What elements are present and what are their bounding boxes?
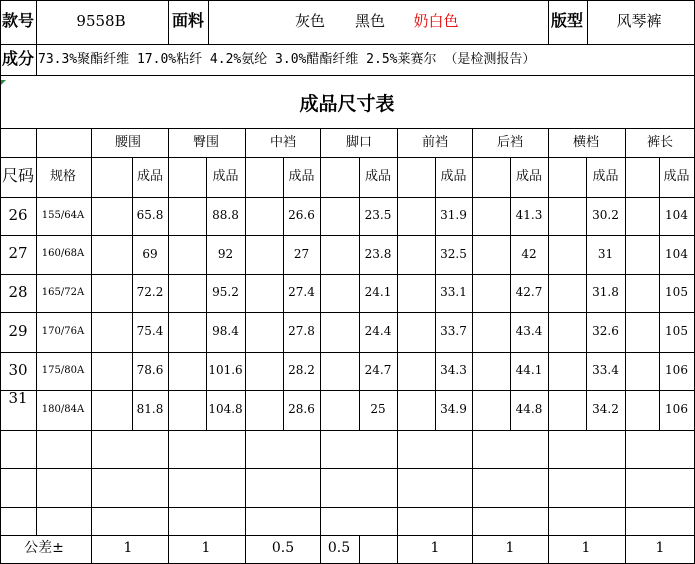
- grid-line-v: [359, 157, 360, 430]
- finished-label: 成品: [592, 168, 619, 184]
- value-cell: 72.2: [136, 285, 164, 300]
- grid-line-v: [245, 535, 246, 563]
- value-cell: 23.8: [364, 246, 392, 261]
- grid-line-v: [625, 535, 626, 563]
- value-cell: 27: [293, 246, 310, 261]
- tolerance-cell: 1: [655, 540, 665, 557]
- grid-line-v: [0, 0, 1, 563]
- finished-label: 成品: [440, 168, 467, 184]
- composition-text: 73.3%聚酯纤维 17.0%粘纤 4.2%氨纶 3.0%醋酯纤维 2.5%莱赛尔 （是检测报告）: [38, 51, 536, 67]
- grid-line-v: [359, 535, 360, 563]
- grid-line-v: [548, 535, 549, 563]
- value-cell: 81.8: [136, 402, 164, 417]
- value-cell: 26.6: [288, 208, 315, 223]
- value-cell: 44.1: [515, 363, 543, 378]
- value-cell: 44.8: [515, 402, 543, 417]
- measure-header: 前裆: [421, 134, 449, 150]
- value-cell: 95.2: [212, 285, 239, 300]
- grid-line-h: [0, 75, 695, 76]
- value-cell: 27.4: [288, 285, 315, 300]
- value-cell: 88.8: [212, 208, 239, 223]
- finished-label: 成品: [663, 168, 690, 184]
- value-cell: 104.8: [208, 402, 243, 417]
- value-cell: 24.7: [364, 363, 392, 378]
- grid-line-v: [510, 157, 511, 430]
- value-cell: 106: [665, 363, 688, 378]
- grid-line-v: [36, 0, 37, 44]
- grid-line-h: [0, 430, 695, 431]
- tolerance-cell: 1: [505, 540, 515, 557]
- value-cell: 34.9: [440, 402, 467, 417]
- grid-line-v: [659, 157, 660, 430]
- spec-label: 规格: [49, 168, 77, 184]
- value-cell: 69: [142, 246, 158, 261]
- spec-cell: 155/64A: [41, 209, 85, 221]
- grid-line-v: [397, 535, 398, 563]
- value-cell: 104: [665, 246, 688, 261]
- style-label: 款号: [1, 11, 35, 31]
- grid-line-v: [245, 128, 246, 535]
- value-cell: 28.6: [288, 402, 315, 417]
- value-cell: 42: [521, 246, 537, 261]
- spec-cell: 165/72A: [41, 286, 85, 298]
- measure-header: 后裆: [496, 134, 524, 150]
- size-cell: 27: [8, 244, 28, 263]
- size-cell: 30: [8, 360, 28, 379]
- value-cell: 24.4: [364, 324, 392, 339]
- grid-line-h: [0, 390, 695, 391]
- grid-line-h: [0, 0, 695, 1]
- value-cell: 30.2: [592, 208, 619, 223]
- grid-line-v: [548, 128, 549, 535]
- value-cell: 33.4: [592, 363, 619, 378]
- style-number: 9558B: [76, 11, 126, 30]
- grid-line-v: [320, 535, 321, 563]
- grid-line-v: [283, 157, 284, 430]
- color-grey: 灰色: [294, 11, 326, 30]
- grid-line-h: [0, 157, 695, 158]
- size-cell: 26: [8, 205, 28, 224]
- fabric-label: 面料: [171, 11, 205, 31]
- size-cell: 31: [8, 388, 28, 407]
- grid-line-h: [0, 535, 695, 536]
- value-cell: 27.8: [288, 324, 315, 339]
- measure-header: 臀围: [192, 134, 220, 150]
- grid-line-h: [0, 274, 695, 275]
- measure-header: 脚口: [345, 134, 373, 150]
- tolerance-cell: 1: [123, 540, 133, 557]
- value-cell: 43.4: [515, 324, 543, 339]
- grid-line-v: [36, 44, 37, 75]
- tolerance-label: 公差±: [24, 540, 64, 557]
- spec-cell: 170/76A: [41, 325, 85, 337]
- grid-line-v: [168, 535, 169, 563]
- grid-line-v: [548, 0, 549, 44]
- tolerance-cell: 1: [430, 540, 440, 557]
- value-cell: 32.5: [440, 246, 467, 261]
- spec-cell: 160/68A: [41, 248, 85, 259]
- grid-line-v: [320, 128, 321, 535]
- value-cell: 34.2: [592, 402, 619, 417]
- value-cell: 24.1: [364, 285, 392, 300]
- table-title: 成品尺寸表: [299, 92, 395, 115]
- tolerance-cell: 1: [581, 540, 591, 557]
- grid-line-h: [0, 468, 695, 469]
- value-cell: 78.6: [136, 363, 164, 378]
- size-cell: 29: [8, 321, 28, 340]
- value-cell: 34.3: [440, 363, 467, 378]
- grid-line-v: [91, 535, 92, 563]
- grid-line-v: [91, 128, 92, 535]
- finished-label: 成品: [212, 168, 239, 184]
- grid-line-v: [625, 128, 626, 535]
- grid-line-v: [36, 128, 37, 535]
- grid-line-h: [0, 507, 695, 508]
- grid-line-v: [208, 0, 209, 44]
- value-cell: 25: [370, 402, 386, 417]
- composition-label: 成分: [1, 49, 35, 69]
- grid-line-v: [168, 0, 169, 44]
- measure-header: 横档: [572, 134, 600, 150]
- measure-header: 腰围: [114, 134, 142, 150]
- grid-line-v: [586, 157, 587, 430]
- value-cell: 33.7: [440, 324, 467, 339]
- pattern-value: 风琴裤: [616, 11, 662, 30]
- tolerance-cell: 1: [201, 540, 211, 557]
- tolerance-cell: 0.5: [271, 540, 295, 557]
- finished-label: 成品: [288, 168, 315, 184]
- value-cell: 31.8: [592, 285, 619, 300]
- value-cell: 105: [665, 285, 688, 300]
- grid-line-h: [0, 128, 695, 129]
- finished-label: 成品: [364, 168, 392, 184]
- size-cell: 28: [8, 282, 28, 301]
- grid-line-h: [0, 44, 695, 45]
- grid-line-v: [397, 128, 398, 535]
- spec-cell: 180/84A: [41, 403, 85, 415]
- grid-line-v: [206, 157, 207, 430]
- grid-line-h: [0, 197, 695, 198]
- grid-line-v: [472, 128, 473, 535]
- grid-line-v: [472, 535, 473, 563]
- measure-header: 中裆: [269, 134, 297, 150]
- finished-label: 成品: [136, 168, 164, 184]
- grid-line-v: [435, 157, 436, 430]
- value-cell: 75.4: [136, 324, 164, 339]
- value-cell: 92: [217, 246, 234, 261]
- grid-line-h: [0, 312, 695, 313]
- value-cell: 98.4: [212, 324, 239, 339]
- value-cell: 41.3: [515, 208, 543, 223]
- value-cell: 32.6: [592, 324, 619, 339]
- value-cell: 104: [665, 208, 688, 223]
- value-cell: 28.2: [288, 363, 315, 378]
- grid-line-h: [0, 352, 695, 353]
- value-cell: 31.9: [440, 208, 467, 223]
- grid-line-v: [132, 157, 133, 430]
- color-cream: 奶白色: [413, 11, 459, 30]
- grid-line-v: [168, 128, 169, 535]
- value-cell: 105: [665, 324, 688, 339]
- value-cell: 33.1: [440, 285, 467, 300]
- measure-header: 裤长: [646, 134, 674, 150]
- pattern-label: 版型: [550, 11, 584, 31]
- value-cell: 65.8: [136, 208, 164, 223]
- value-cell: 23.5: [364, 208, 392, 223]
- color-black: 黑色: [354, 11, 386, 30]
- value-cell: 106: [665, 402, 688, 417]
- value-cell: 31: [597, 246, 614, 261]
- grid-line-v: [587, 0, 588, 44]
- tolerance-cell: 0.5: [327, 540, 351, 557]
- grid-line-h: [0, 235, 695, 236]
- size-label: 尺码: [1, 166, 35, 186]
- spec-cell: 175/80A: [41, 364, 85, 376]
- finished-label: 成品: [515, 168, 543, 184]
- value-cell: 42.7: [515, 285, 543, 300]
- value-cell: 101.6: [208, 363, 243, 378]
